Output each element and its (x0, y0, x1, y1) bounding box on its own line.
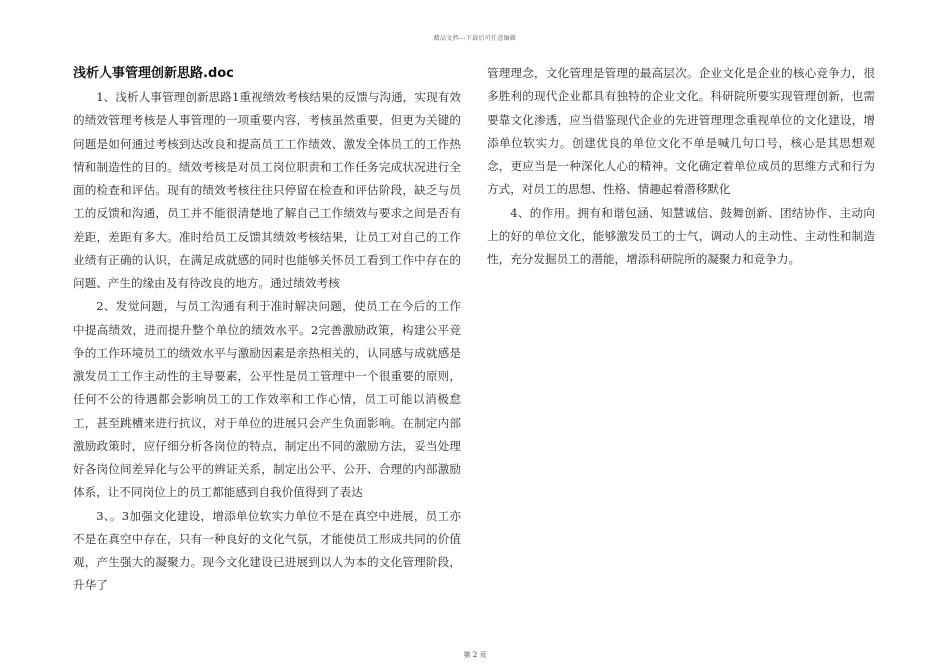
paragraph-3: 3、。3加强文化建设，增添单位软实力单位不是在真空中进展，员工亦不是在真空中存在，只有一种良好的文化气氛，才能使员工形成共同的价值观，产生强大的凝聚力。现今文化建设已进展到以人为本的文化管理阶段，升华了 (73, 508, 461, 593)
page-number: 第 2 页 (463, 651, 487, 659)
paragraph-1: 1、浅析人事管理创新思路1重视绩效考核结果的反馈与沟通，实现有效的绩效管理考核是人事管理的一项重要内容，考核虽然重要，但更为关键的问题是如何通过考核到达改良和提高员工工作绩效、激发全体员工的工作热情和制造性的目的。绩效考核是对员工岗位职责和工作任务完成状况进行全面的检查和评估。现有的绩效考核往往只停留在检查和评估阶段，缺乏与员工的反馈和沟通，员工并不能很清楚地了解自己工作绩效与要求之间是否有差距，差距有多大。准时给员工反馈其绩效考核结果，让员工对自己的工作业绩有正确的认识，在满足成就感的同时也能够关怀员工看到工作中存在的问题、产生的缘由及有待改良的地方。通过绩效考核 (73, 90, 461, 290)
page-header: 精品文档---下载后可任意编辑 (433, 35, 517, 42)
paragraph-4: 4、的作用。拥有和谐包涵、知慧诚信、鼓舞创新、团结协作、主动向上的好的单位文化，能够激发员工的士气，调动人的主动性、主动性和制造性，充分发掘员工的潜能，增添科研院所的凝聚力和竞争力。 (487, 205, 875, 266)
left-column (73, 62, 461, 598)
paragraph-3-continued: 管理理念，文化管理是管理的最高层次。企业文化是企业的核心竞争力，很多胜利的现代企业都具有独特的企业文化。科研院所要实现管理创新，也需要靠文化渗透，应当借鉴现代企业的先进管理理念重视单位的文化建设，增添单位软实力。创建优良的单位文化不单是喊几句口号，核心是其思想观念，更应当是一种深化人心的精神。文化确定着单位成员的思维方式和行为方式，对员工的思想、性格、情趣起着潜移默化 (487, 66, 875, 197)
right-column (487, 62, 875, 271)
document-title: 浅析人事管理创新思路.doc (73, 66, 234, 81)
paragraph-2: 2、发觉问题，与员工沟通有利于准时解决问题，使员工在今后的工作中提高绩效，进而提升整个单位的绩效水平。2完善激励政策，构建公平竞争的工作环境员工的绩效水平与激励因素是亲热相关的，认同感与成就感是激发员工工作主动性的主导要素，公平性是员工管理中一个很重要的原则，任何不公的待遇都会影响员工的工作效率和工作心情，员工可能以消极怠工，甚至跳槽来进行抗议，对于单位的进展只会产生负面影响。在制定内部激励政策时，应仔细分析各岗位的特点，制定出不同的激励方法，妥当处理好各岗位间差异化与公平的辨证关系，制定出公平、公开、合理的内部激励体系，让不同岗位上的员工都能感到自我价值得到了表达 (73, 299, 461, 500)
